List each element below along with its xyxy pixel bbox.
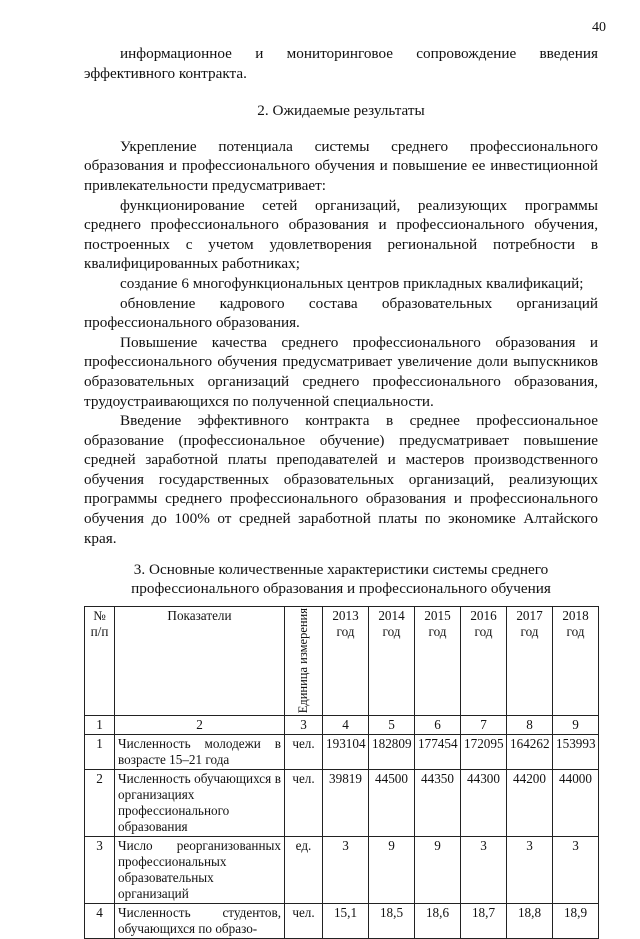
- page-number: 40: [592, 20, 606, 35]
- section2-heading: 2. Ожидаемые результаты: [257, 102, 425, 120]
- row-value: 39819: [323, 769, 369, 836]
- row-value: 182809: [369, 734, 415, 769]
- row-unit: чел.: [285, 769, 323, 836]
- row-value: 18,5: [369, 903, 415, 938]
- row-value: 164262: [507, 734, 553, 769]
- column-number: 4: [323, 715, 369, 734]
- intro-paragraph: информационное и мониторинговое сопровождение введения эффективного контракта.: [84, 45, 598, 82]
- table-row: [85, 903, 599, 938]
- document-body: [84, 44, 598, 939]
- header-year-2015: 2015 год: [415, 607, 461, 715]
- row-indicator: Число реорганизованных профессиональных образовательных организаций: [115, 836, 285, 903]
- row-unit: чел.: [285, 903, 323, 938]
- row-value: 18,7: [461, 903, 507, 938]
- row-num: 4: [85, 903, 115, 938]
- row-value: 44350: [415, 769, 461, 836]
- row-value: 3: [323, 836, 369, 903]
- row-value: 172095: [461, 734, 507, 769]
- row-value: 153993: [553, 734, 599, 769]
- row-value: 193104: [323, 734, 369, 769]
- row-num: 1: [85, 734, 115, 769]
- row-value: 15,1: [323, 903, 369, 938]
- paragraph-2: функционирование сетей организаций, реализующих программы среднего профессионального образования и профессионального обучения, построенных с учетом удовлетворения региональной потребности в квалифицированных работниках;: [84, 196, 598, 273]
- row-indicator: Численность студентов, обучающихся по образо-: [115, 903, 285, 938]
- section3-heading: [84, 560, 598, 598]
- row-num: 3: [85, 836, 115, 903]
- column-number: 7: [461, 715, 507, 734]
- column-number: 6: [415, 715, 461, 734]
- column-number: 8: [507, 715, 553, 734]
- header-year-2014: 2014 год: [369, 607, 415, 715]
- paragraph-6: Введение эффективного контракта в среднее профессиональное образование (профессиональное обучение) предусматривает повышение средней заработной платы преподавателей и мастеров производственного обучения государственных образовательных организаций, реализующих программы среднего профессионального образования и профессионального обучения до 100% от средней заработной платы по экономике Алтайского края.: [84, 412, 598, 547]
- header-year-2016: 2016 год: [461, 607, 507, 715]
- row-value: 18,6: [415, 903, 461, 938]
- row-value: 3: [553, 836, 599, 903]
- paragraph-5: Повышение качества среднего профессионального образования и профессионального обучения предусматривает увеличение доли выпускников образовательных организаций среднего профессионального образования, трудоустраивающихся по полученной специальности.: [84, 333, 598, 410]
- section3-heading-line2: профессионального образования и профессионального обучения: [131, 580, 551, 598]
- column-number-row: [85, 715, 599, 734]
- header-year-2017: 2017 год: [507, 607, 553, 715]
- row-value: 44500: [369, 769, 415, 836]
- column-number: 5: [369, 715, 415, 734]
- header-year-2018: 2018 год: [553, 607, 599, 715]
- column-number: 9: [553, 715, 599, 734]
- header-year-2013: 2013 год: [323, 607, 369, 715]
- row-value: 9: [415, 836, 461, 903]
- row-value: 18,8: [507, 903, 553, 938]
- row-value: 18,9: [553, 903, 599, 938]
- statistics-table: [84, 606, 599, 938]
- paragraph-4: обновление кадрового состава образовательных организаций профессионального образования.: [84, 294, 598, 332]
- header-num: № п/п: [85, 607, 115, 715]
- row-value: 3: [507, 836, 553, 903]
- paragraph-1: Укрепление потенциала системы среднего профессионального образования и профессионального обучения и повышение ее инвестиционной привлекательности предусматривает:: [84, 137, 598, 194]
- header-unit-label: Единица измерения: [296, 608, 310, 714]
- row-value: 44000: [553, 769, 599, 836]
- row-value: 44200: [507, 769, 553, 836]
- table-header-row: [85, 607, 599, 715]
- table-row: [85, 769, 599, 836]
- row-value: 9: [369, 836, 415, 903]
- row-indicator: Численность обучающихся в организациях профессионального образования: [115, 769, 285, 836]
- row-value: 3: [461, 836, 507, 903]
- table-row: [85, 734, 599, 769]
- paragraph-3: создание 6 многофункциональных центров прикладных квалификаций;: [120, 274, 584, 292]
- column-number: 2: [115, 715, 285, 734]
- section3-heading-line1: 3. Основные количественные характеристики системы среднего: [133, 561, 549, 579]
- row-value: 44300: [461, 769, 507, 836]
- row-indicator: Численность молодежи в возрасте 15–21 года: [115, 734, 285, 769]
- header-indicator: Показатели: [115, 607, 285, 715]
- column-number: 1: [85, 715, 115, 734]
- row-unit: ед.: [285, 836, 323, 903]
- row-num: 2: [85, 769, 115, 836]
- table-row: [85, 836, 599, 903]
- row-unit: чел.: [285, 734, 323, 769]
- row-value: 177454: [415, 734, 461, 769]
- column-number: 3: [285, 715, 323, 734]
- header-unit: [285, 607, 323, 715]
